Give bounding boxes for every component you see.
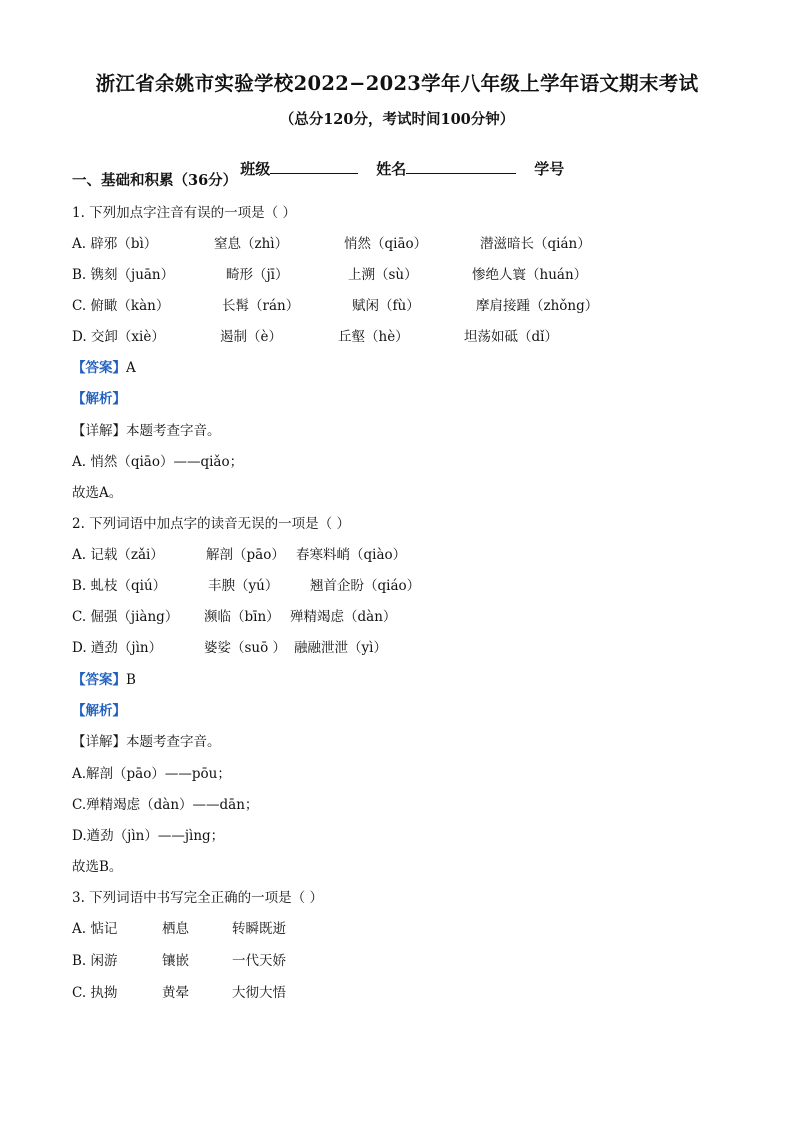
option-item: A. 记载（zǎi） (72, 547, 164, 563)
option-item: C. 俯瞰（kàn） (72, 298, 170, 314)
analysis-tag: 【解析】 (72, 391, 126, 407)
option-item: 遏制（è） (220, 329, 282, 345)
answer-value: B (126, 672, 136, 688)
page-subtitle: （总分120分，考试时间100分钟） (279, 111, 515, 128)
name-label: 姓名 (376, 160, 407, 178)
option-item: 惨绝人寰（huán） (472, 267, 588, 283)
question-stem: 2. 下列词语中加点字的读音无误的一项是（ ） (72, 516, 350, 532)
option-item: 转瞬既逝 (232, 921, 286, 937)
option-item: 畸形（jī） (226, 267, 289, 283)
option-item: 坦荡如砥（dǐ） (464, 329, 558, 345)
answer-tag: 【答案】 (72, 360, 126, 376)
answer-line (72, 358, 136, 378)
option-item: C. 执拗 (72, 985, 118, 1001)
option-item: D. 交卸（xiè） (72, 329, 165, 345)
class-blank (270, 159, 358, 174)
number-label: 学号 (534, 160, 565, 178)
option-item: 赋闲（fù） (352, 298, 420, 314)
option-item: C. 倔强（jiàng） (72, 609, 179, 625)
explain-line: A.解剖（pāo）——pōu； (72, 766, 231, 782)
option-item: 一代天娇 (232, 953, 286, 969)
section-heading: 一、基础和积累（36分） (72, 172, 238, 189)
answer-line (72, 670, 136, 690)
name-blank (406, 159, 516, 174)
page-title: 浙江省余姚市实验学校2022−2023学年八年级上学年语文期末考试 (95, 72, 699, 95)
option-item: B. 虬枝（qiú） (72, 578, 167, 594)
option-item: 悄然（qiāo） (344, 236, 428, 252)
explain-line: 故选B。 (72, 859, 123, 875)
option-item: A. 惦记 (72, 921, 118, 937)
question-stem: 3. 下列词语中书写完全正确的一项是（ ） (72, 890, 323, 906)
explain-line: D.遒劲（jìn）——jìng； (72, 828, 225, 844)
option-item: 栖息 (162, 921, 189, 937)
detail-line: 【详解】本题考查字音。 (72, 734, 221, 750)
explain-line: C.殚精竭虑（dàn）——dān； (72, 797, 259, 813)
option-item: 长髯（rán） (222, 298, 300, 314)
explain-line: 故选A。 (72, 485, 123, 501)
explain-line: A. 悄然（qiāo）——qiǎo； (72, 454, 244, 470)
option-item: 春寒料峭（qiào） (296, 547, 407, 563)
option-item: A. 辟邪（bì） (72, 236, 158, 252)
option-item: 解剖（pāo） (206, 547, 285, 563)
option-item: 上溯（sù） (348, 267, 418, 283)
class-label: 班级 (240, 160, 271, 178)
option-item: B. 镌刻（juān） (72, 267, 175, 283)
option-item: 潜滋暗长（qián） (480, 236, 591, 252)
detail-line: 【详解】本题考查字音。 (72, 423, 221, 439)
option-item: B. 闲游 (72, 953, 118, 969)
option-item: D. 遒劲（jìn） (72, 640, 163, 656)
option-item: 融融泄泄（yì） (294, 640, 387, 656)
question-stem: 1. 下列加点字注音有误的一项是（ ） (72, 205, 296, 221)
analysis-tag: 【解析】 (72, 703, 126, 719)
option-item: 窒息（zhì） (214, 236, 289, 252)
option-item: 濒临（bīn） (204, 609, 280, 625)
option-item: 大彻大悟 (232, 985, 286, 1001)
option-item: 婆娑（suō ） (204, 640, 287, 656)
option-item: 丰腴（yú） (208, 578, 279, 594)
option-item: 镶嵌 (162, 953, 189, 969)
option-item: 丘壑（hè） (338, 329, 409, 345)
option-item: 黄晕 (162, 985, 189, 1001)
answer-tag: 【答案】 (72, 672, 126, 688)
option-item: 殚精竭虑（dàn） (290, 609, 397, 625)
option-item: 摩肩接踵（zhǒng） (476, 298, 599, 314)
option-item: 翘首企盼（qiáo） (310, 578, 421, 594)
answer-value: A (126, 360, 136, 376)
